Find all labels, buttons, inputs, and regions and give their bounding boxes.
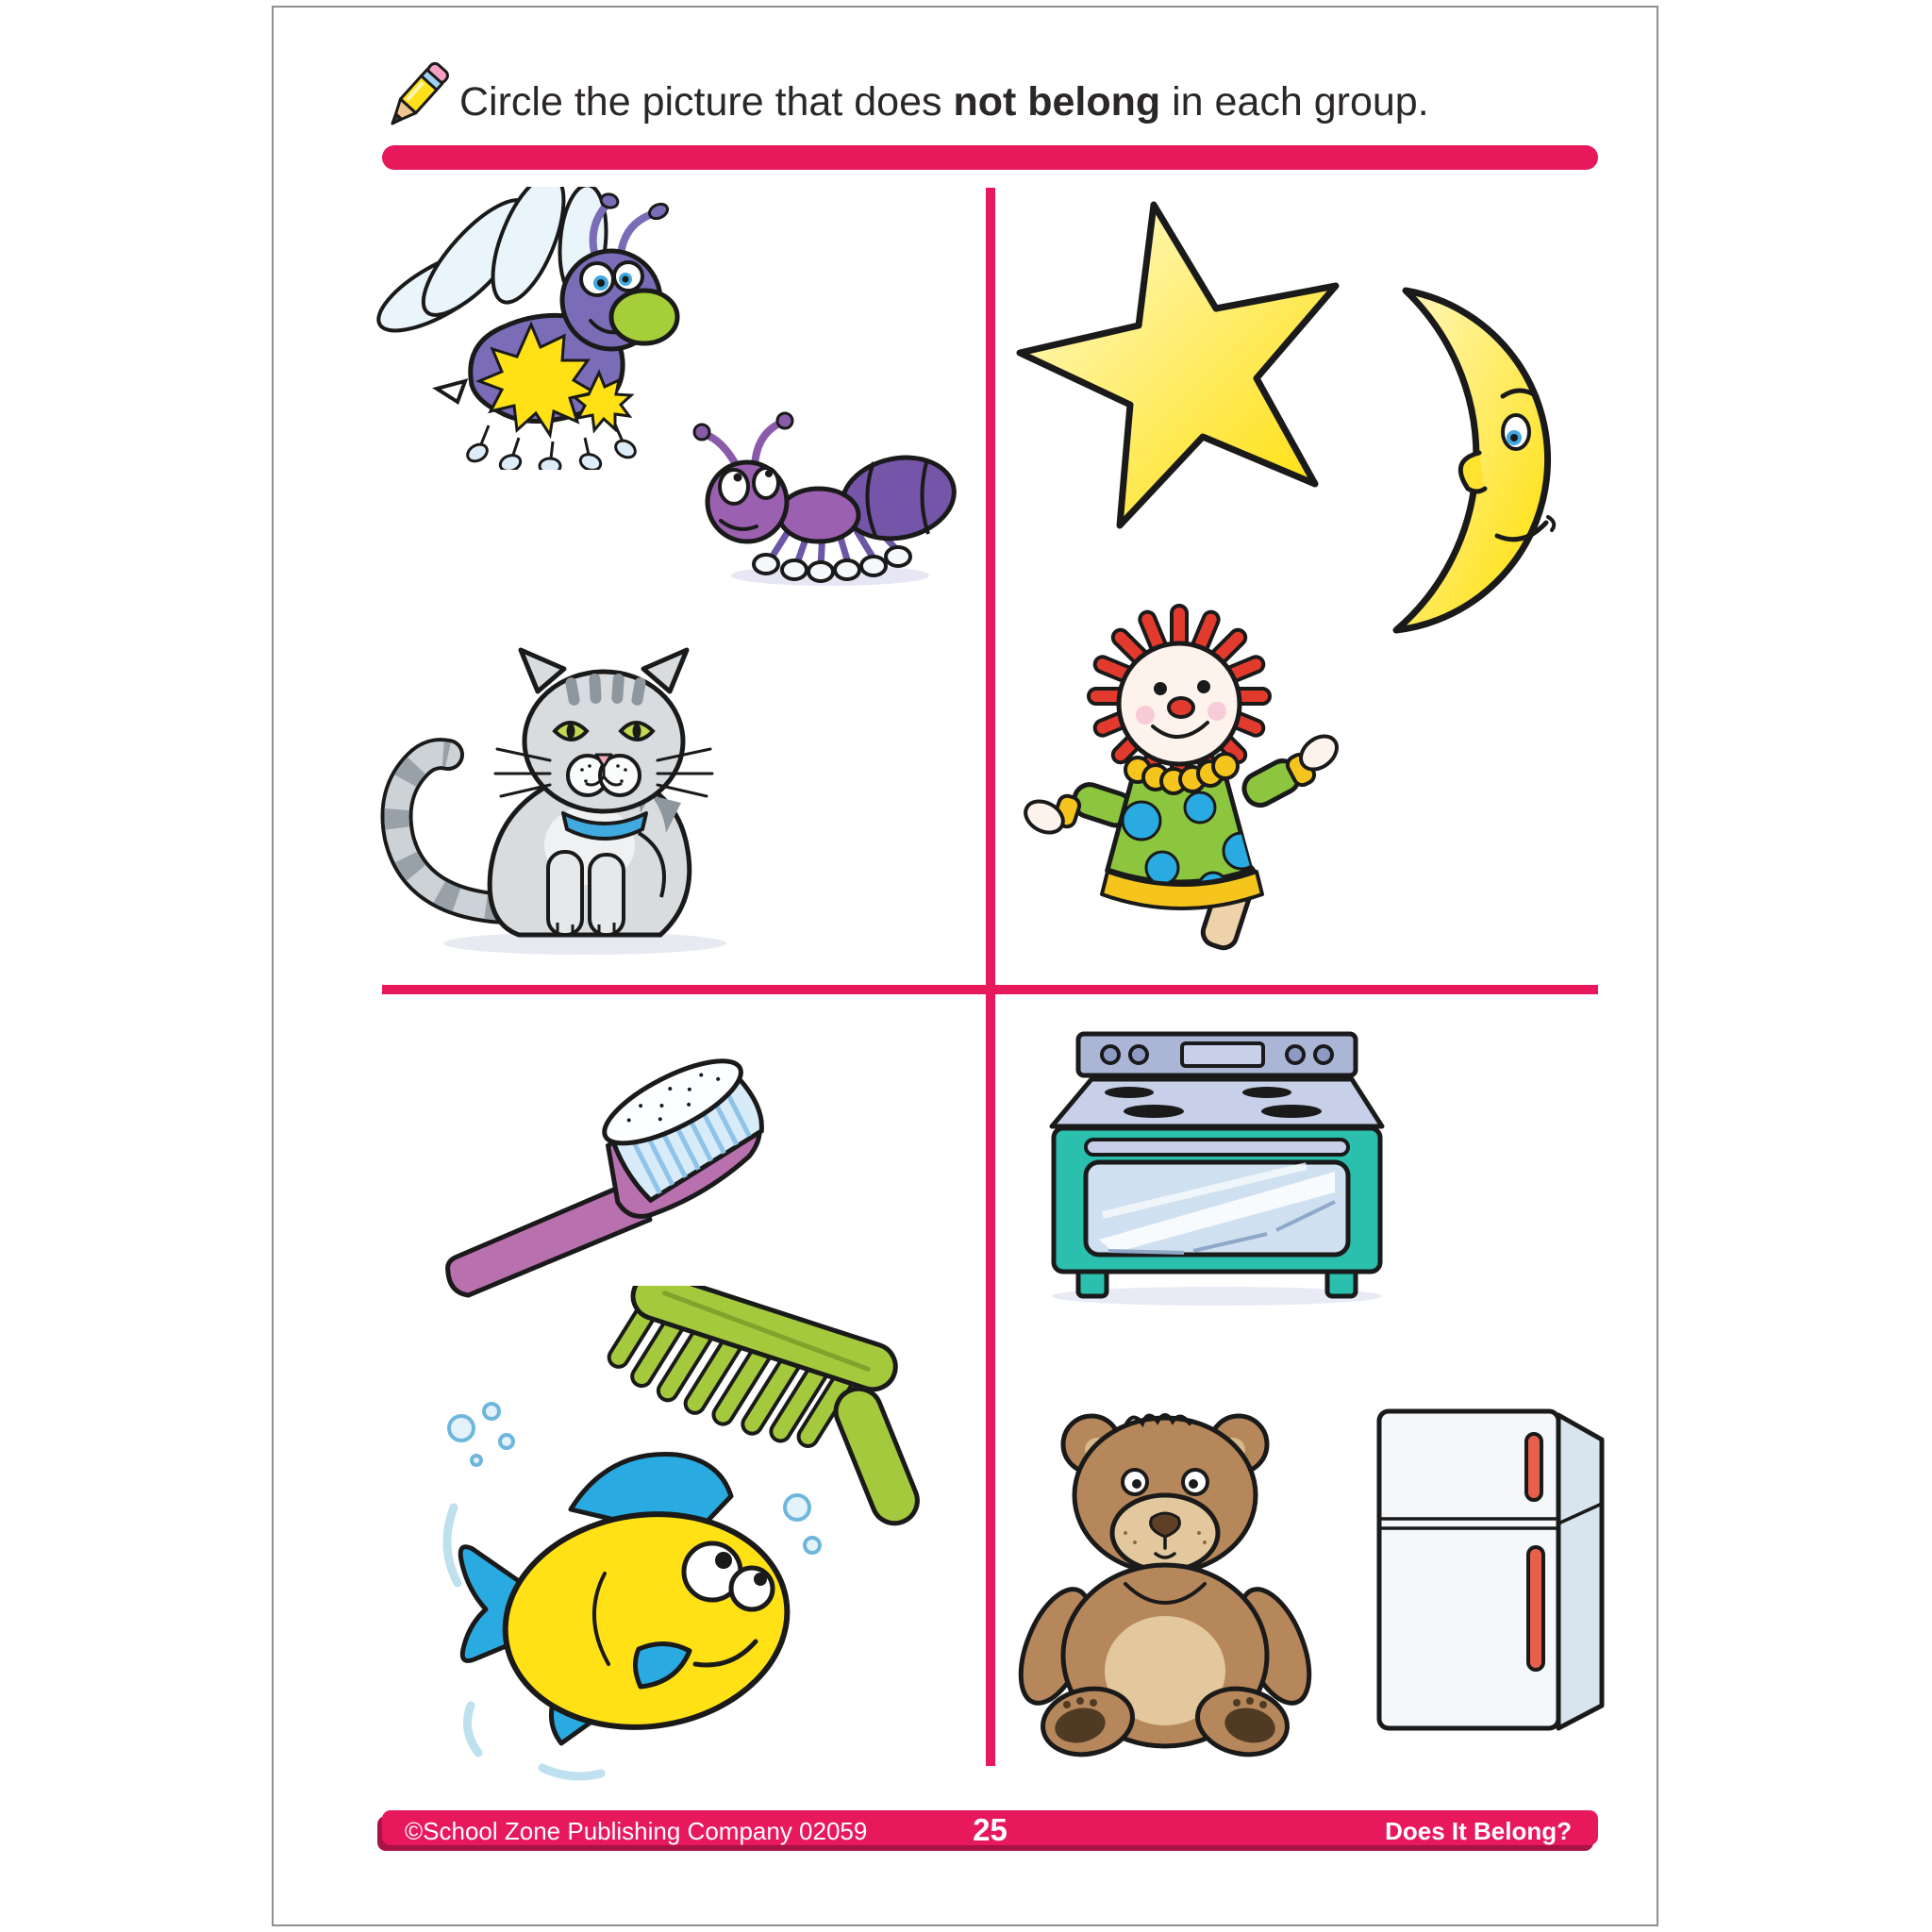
cat-image[interactable] [363,640,759,960]
footer-copyright: ©School Zone Publishing Company 02059 [405,1817,868,1845]
page-title: Circle the picture that does not belong in each group. [459,79,1429,125]
firefly-image[interactable] [368,187,726,470]
refrigerator-image[interactable] [1358,1394,1623,1753]
title-underline-bar [382,145,1598,170]
footer-book-title: Does It Belong? [1385,1817,1572,1845]
teddy-bear-image[interactable] [1005,1390,1325,1757]
horizontal-divider [382,985,1598,994]
worksheet-page [272,6,1658,1926]
ant-image[interactable] [679,404,962,592]
hand-puppet-image[interactable] [1019,583,1349,951]
page-number: 25 [973,1812,1008,1847]
moon-image[interactable] [1316,253,1608,658]
stove-image[interactable] [1024,1017,1410,1309]
fish-image[interactable] [420,1394,825,1790]
pencil-icon [383,57,451,138]
vertical-divider [986,188,995,1766]
